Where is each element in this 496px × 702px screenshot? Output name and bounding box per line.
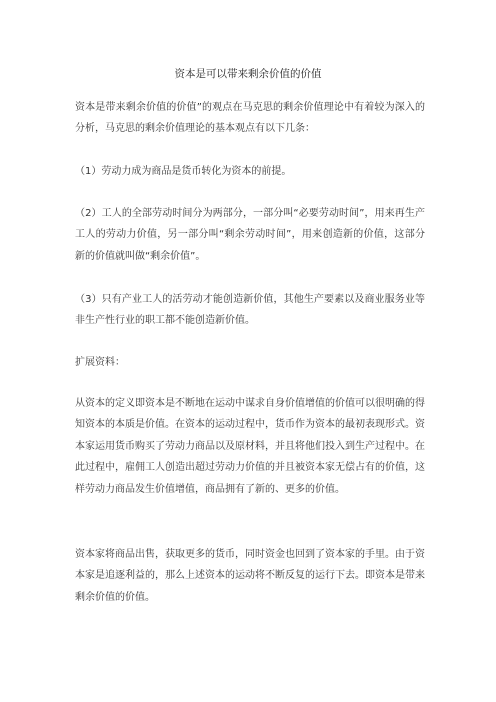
intro-paragraph: 资本是带来剩余价值的价值”的观点在马克思的剩余价值理论中有着较为深入的分析，马克思的剩余价值理论的基本观点有以下几条： [75, 102, 425, 135]
document-title: 资本是可以带来剩余价值的价值 [174, 68, 322, 80]
extended-paragraph-2: 资本家将商品出售，获取更多的货币，同时资金也回到了资本家的手里。由于资本家是追逐利益的，那么上述资本的运动将不断反复的运行下去。即资本是带来剩余价值的价值。 [75, 549, 425, 603]
point-two-paragraph: （2）工人的全部劳动时间分为两部分，一部分叫“必要劳动时间”，用来再生产工人的劳动力价值，另一部分叫“剩余劳动时间”，用来创造新的价值，这部分新的价值就叫做“剩余价值”。 [75, 208, 425, 262]
point-one-paragraph: （1）劳动力成为商品是货币转化为资本的前提。 [75, 166, 292, 177]
extended-paragraph-1: 从资本的定义即资本是不断地在运动中谋求自身价值增值的价值可以很明确的得知资本的本质是价值。在资本的运动过程中，货币作为资本的最初表现形式。资本家运用货币购买了劳动力商品以及原材料，并且将他们投入到生产过程中。在此过程中，雇佣工人创造出超过劳动力价值的并且被资本家无偿占有的价值，这样劳动力商品发生价值增值，商品拥有了新的、更多的价值。 [75, 398, 425, 495]
extended-material-heading: 扩展资料： [75, 357, 125, 368]
point-three-paragraph: （3）只有产业工人的活劳动才能创造新价值，其他生产要素以及商业服务业等非生产性行业的职工都不能创造新价值。 [75, 294, 425, 327]
